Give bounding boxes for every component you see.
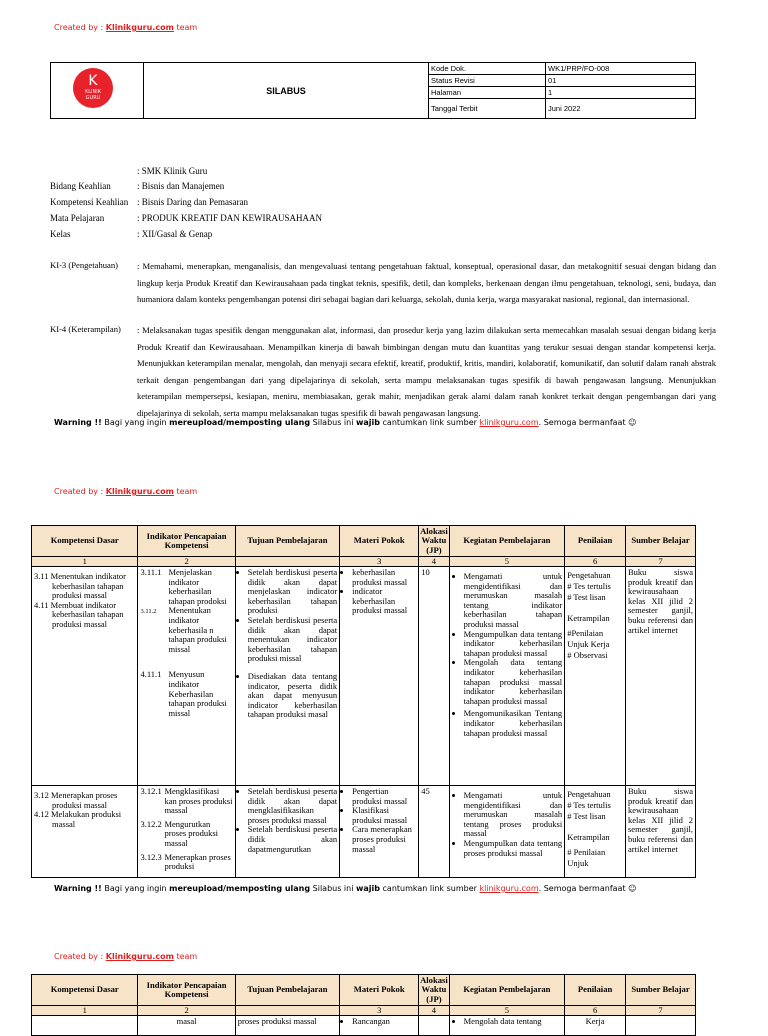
credit-link[interactable]: Klinikguru.com (105, 23, 174, 32)
ipk-item: Menyusun indikator Keberhasilan tahapan produksi missal (168, 669, 227, 718)
col-header: Materi Pokok (340, 526, 419, 557)
header-value: 01 (546, 75, 696, 87)
credit-line: Created by : Klinikguru.com team (54, 952, 198, 961)
kegiatan-item: • Mengolah data tentang (464, 1017, 563, 1027)
jp-value: 10 (419, 567, 449, 786)
penilaian-item: #Penilaian Unjuk Kerja (567, 628, 610, 649)
logo-text: KLINIK (84, 89, 102, 95)
col-number: 3 (340, 557, 419, 567)
jp-value: 45 (419, 786, 449, 878)
info-label: Kelas (50, 229, 71, 239)
kegiatan-item: • Mengamati untuk mengidentifikasi dan merumuskan masalah tentang proses produksi massal (464, 791, 563, 839)
credit-line: Created by : Klinikguru.com team (54, 487, 198, 496)
col-header: Materi Pokok (340, 975, 419, 1006)
klinikguru-logo (73, 68, 113, 108)
source-link[interactable]: klinikguru.com (479, 418, 539, 427)
header-label: Kode Dok. (429, 63, 546, 75)
tujuan-item: proses produksi massal (235, 1016, 339, 1036)
col-header: Kompetensi Dasar (32, 526, 138, 557)
kd-item: 3.11 Menentukan indikator keberhasilan tahapan produksi massal (34, 571, 126, 601)
col-header: Kegiatan Pembelajaran (449, 975, 565, 1006)
col-header: Indikator Pencapaian Kompetensi (138, 975, 235, 1006)
penilaian-item: # Test lisan (567, 811, 606, 821)
info-value: : XII/Gasal & Genap (137, 229, 213, 239)
penilaian-item: # Tes tertulis (567, 800, 611, 810)
col-header: Penilaian (565, 526, 626, 557)
tujuan-item: • Setelah berdiskusi peserta didik akan dapat menjelaskan indicator keberhasilan tahapan produksi (248, 568, 337, 616)
penilaian-item: # Test lisan (567, 592, 606, 602)
tujuan-item: • Setelah berdiskusi peserta didik akan dapat menentukan indicator keberhasilan tahapan produksi missal (248, 616, 337, 664)
info-value: : Bisnis dan Manajemen (137, 181, 225, 191)
penilaian-item: Pengetahuan (567, 789, 611, 799)
materi-item: • indicator keberhasilan produksi massal (352, 587, 416, 616)
ki4-label: KI-4 (Keterampilan) (50, 324, 121, 334)
kegiatan-item: • Mengumpulkan data tentang indikator keberhasilan tahapan produksi massal (464, 630, 563, 659)
col-header: Sumber Belajar (626, 975, 696, 1006)
col-header: Sumber Belajar (626, 526, 696, 557)
penilaian-item: # Observasi (567, 650, 608, 660)
info-value: : SMK Klinik Guru (137, 166, 208, 176)
header-value: WK1/PRP/FO-008 (546, 63, 696, 75)
col-number: 2 (138, 557, 235, 567)
materi-item: • keberhasilan produksi massal (352, 568, 416, 587)
col-number: 5 (449, 557, 565, 567)
header-label: Status Revisi (429, 75, 546, 87)
penilaian-item: Pengetahuan (567, 570, 611, 580)
col-number: 1 (32, 557, 138, 567)
kd-item: 4.12 Melakukan produksi massal (34, 809, 122, 829)
materi-item: • Cara menerapkan proses produksi massal (352, 825, 416, 854)
sumber-belajar: Buku siswa produk kreatif dan kewirausahaan kelas XII jilid 2 semester ganjil, buku referensi dan artikel internet (626, 786, 696, 878)
info-label: Mata Pelajaran (50, 213, 105, 223)
col-number: 7 (626, 557, 696, 567)
info-label: Bidang Keahlian (50, 181, 111, 191)
col-header: Alokasi Waktu (JP) (420, 525, 448, 555)
kegiatan-item: • Mengumpulkan data tentang proses produksi massal (464, 839, 563, 858)
ipk-item: Menjelaskan indikator keberhasilan tahapan prodoksi (168, 567, 227, 606)
kd-item: 4.11 Membuat indikator keberhasilan tahapan produksi massal (34, 599, 124, 629)
materi-item: • Rancangan (352, 1017, 416, 1027)
logo-text: GURU (85, 95, 101, 101)
info-value: : Bisnis Daring dan Pemasaran (137, 197, 248, 207)
warning-notice: Warning !! Bagi yang ingin mereupload/memposting ulang Silabus ini wajib cantumkan link sumber klinikguru.com. Semoga bermanfaat ☺ (54, 884, 637, 893)
credit-link[interactable]: Klinikguru.com (105, 952, 174, 961)
credit-suffix: team (173, 23, 198, 32)
materi-item: • Klasifikasi produksi massal (352, 806, 416, 825)
col-header: Tujuan Pembelajaran (235, 526, 339, 557)
credit-link[interactable]: Klinikguru.com (105, 487, 174, 496)
tujuan-item: • Setelah berdiskusi peserta didik akan dapatmengurutkan (248, 825, 337, 854)
kd-item: 3.12 Menerapkan proses produksi massal (34, 790, 118, 810)
info-value: : PRODUK KREATIF DAN KEWIRAUSAHAAN (137, 213, 323, 223)
syllabus-table: Kompetensi Dasar Indikator Pencapaian Kompetensi Tujuan Pembelajaran Materi Pokok Alokasi Waktu (JP) Kegiatan Pembelajaran Penilaian Sumber Belajar 1 2 3 4 5 6 7 masal proses produksi massal • Rancangan • Mengolah data tentang Kerja (31, 974, 696, 1036)
syllabus-table (31, 525, 696, 878)
penilaian-item: Ketrampilan (567, 832, 610, 842)
document-header (50, 62, 696, 119)
kegiatan-item: • Mengolah data tentang indikator keberhasilan tahapan produksi massal indikator keberhasilan tahapan produksi massal (464, 658, 563, 706)
ipk-item: Menerapkan proses produksi (164, 851, 231, 872)
ki4-text: : Melaksanakan tugas spesifik dengan menggunakan alat, informasi, dan prosedur kerja yang lazim dilakukan serta memecahkan masalah sesuai dengan bidang kerja Produk Kreatif dan Kewirausahaan. Menampilkan kinerja di bawah bimbingan dengan mutu dan kuantitas yang terukur sesuai dengan standar kompetensi kerja. Menunjukkan keterampilan menalar, mengolah, dan menyaji secara efektif, kreatif, produktif, kritis, mandiri, kolaboratif, komunikatif, dan solutif dalam ranah abstrak terkait dengan pengembangan dari yang dipelajarinya di sekolah, serta mampu melaksanakan tugas spesifik di bawah pengawasan langsung. Menunjukkan keterampilan mempersepsi, kesiapan, meniru, membiasakan, gerak mahir, menjadikan gerak alami dalam ranah konkret terkait dengan pengembangan dari yang dipelajarinya di sekolah, serta mampu melaksanakan tugas spesifik di bawah pengawasan langsung. (137, 325, 716, 418)
col-header: Tujuan Pembelajaran (235, 975, 339, 1006)
document-title: SILABUS (144, 63, 429, 119)
ki3-text: : Memahami, menerapkan, menganalisis, dan mengevaluasi tentang pengetahuan faktual, konseptual, operasional dasar, dan metakognitif sesuai dengan bidang dan lingkup kerja Produk Kreatif dan Kewirausahaan pada tingkat teknis, spesifik, detil, dan kompleks, berkenaan dengan ilmu pengetahuan, teknologi, seni, budaya, dan humaniora dalam konteks pengembangan potensi diri sebagai bagian dari keluarga, sekolah, dunia kerja, warga masyarakat nasional, regional, dan internasional. (137, 261, 716, 304)
table-row (32, 1016, 696, 1036)
ipk-item: Menentukan indikator keberhasila n tahapan produksi missal (168, 605, 227, 654)
penilaian-item: Kerja (565, 1016, 626, 1036)
header-label: Halaman (429, 87, 546, 99)
col-header: Penilaian (565, 975, 626, 1006)
penilaian-item: Ketrampilan (567, 613, 610, 623)
info-label: Kompetensi Keahlian (50, 197, 129, 207)
header-value: Juni 2022 (546, 99, 696, 119)
table-row: 3.11 Menentukan indikator keberhasilan tahapan produksi massal 4.11 Membuat indikator keberhasilan tahapan produksi massal 3.11.1 Menjelaskan indikator keberhasilan tahapan prodoksi 3.11.2 Menentukan indikator keberhasila n tahapan produksi missal 4.11.1 Menyusun indikator Keberhasilan tahapan produksi missal • Setelah berdiskusi peserta didik akan dapat menjelaskan indicator keberhasilan tahapan produksi • Setelah berdiskusi peserta didik akan dapat menentukan indicator keberhasilan tahapan produksi missal • Disediakan data tentang indicator, peserta didik akan dapat menyusun indicator keberhasilan tahapan produksi masal • keberhasilan produksi massal • indicator keberhasilan produksi massal 10 • Mengamati untuk mengidentifikasi dan merumuskan masalah tentang indikator keberhasilan tahapan produksi massal • Mengumpulkan data tentang indikator keberhasilan tahapan produksi massal • Mengolah data tentang indikator keberhasilan tahapan produksi massal indikator keberhasilan tahapan produksi massal • Mengomunikasikan Tentang indikator keberhasilan tahapan produksi massal Pengetahuan # Tes tertulis # Test lisan Ketrampilan #Penilaian Unjuk Kerja # Observasi Buku siswa produk kreatif dan kewirausahaan kelas XII jilid 2 semester ganjil, buku referensi dan artikel internet (32, 567, 696, 786)
ipk-item: masal (138, 1016, 235, 1036)
col-header: Alokasi Waktu (JP) (420, 974, 448, 1004)
kegiatan-item: • Mengamati untuk mengidentifikasi dan merumuskan masalah tentang indikator keberhasilan tahapan produksi massal (464, 572, 563, 630)
credit-line (54, 23, 197, 32)
tujuan-item: • Setelah berdiskusi peserta didik akan dapat mengklasifikasikan proses produksi massal (248, 787, 337, 825)
warning-notice: Warning !! Bagi yang ingin mereupload/memposting ulang Silabus ini wajib cantumkan link sumber klinikguru.com. Semoga bermanfaat ☺ (54, 418, 637, 427)
penilaian-item: # Penilaian Unjuk (567, 847, 606, 868)
col-header: Kompetensi Dasar (32, 975, 138, 1006)
materi-item: • Pengertian produksi massal (352, 787, 416, 806)
penilaian-item: # Tes tertulis (567, 581, 611, 591)
table-row: 3.12 Menerapkan proses produksi massal 4.12 Melakukan produksi massal 3.12.1 Mengklasifikasi kan proses produksi massal 3.12.2 Mengurutkan proses produksi massal 3.12.3 Menerapkan proses produksi • Setelah berdiskusi peserta didik akan dapat mengklasifikasikan proses produksi massal • Setelah berdiskusi peserta didik akan dapatmengurutkan • Pengertian produksi massal • Klasifikasi produksi massal • Cara menerapkan proses produksi massal 45 • Mengamati untuk mengidentifikasi dan merumuskan masalah tentang proses produksi massal • Mengumpulkan data tentang proses produksi massal Pengetahuan # Tes tertulis # Test lisan Ketrampilan # Penilaian Unjuk Buku siswa produk kreatif dan kewirausahaan kelas XII jilid 2 semester ganjil, buku referensi dan artikel internet (32, 786, 696, 878)
credit-prefix: Created by : (54, 23, 106, 32)
header-label: Tanggal Terbit (429, 99, 546, 119)
ki3-label: KI-3 (Pengetahuan) (50, 260, 119, 270)
ipk-item: Mengklasifikasi kan proses produksi massal (164, 786, 233, 816)
col-number: 6 (565, 557, 626, 567)
col-number: 4 (419, 557, 449, 567)
sumber-belajar: Buku siswa produk kreatif dan kewirausahaan kelas XII jilid 2 semester ganjil, buku referensi dan artikel internet (626, 567, 696, 786)
logo-letter: K (88, 73, 98, 89)
col-header: Kegiatan Pembelajaran (449, 526, 565, 557)
source-link[interactable]: klinikguru.com (479, 884, 539, 893)
kegiatan-item: • Mengomunikasikan Tentang indikator keberhasilan tahapan produksi massal (464, 709, 563, 738)
ipk-item: Mengurutkan proses produksi massal (164, 818, 219, 848)
col-header: Indikator Pencapaian Kompetensi (138, 526, 235, 557)
header-value: 1 (546, 87, 696, 99)
tujuan-item: • Disediakan data tentang indicator, peserta didik akan dapat menyusun indicator keberhasilan tahapan produksi masal (248, 672, 337, 720)
